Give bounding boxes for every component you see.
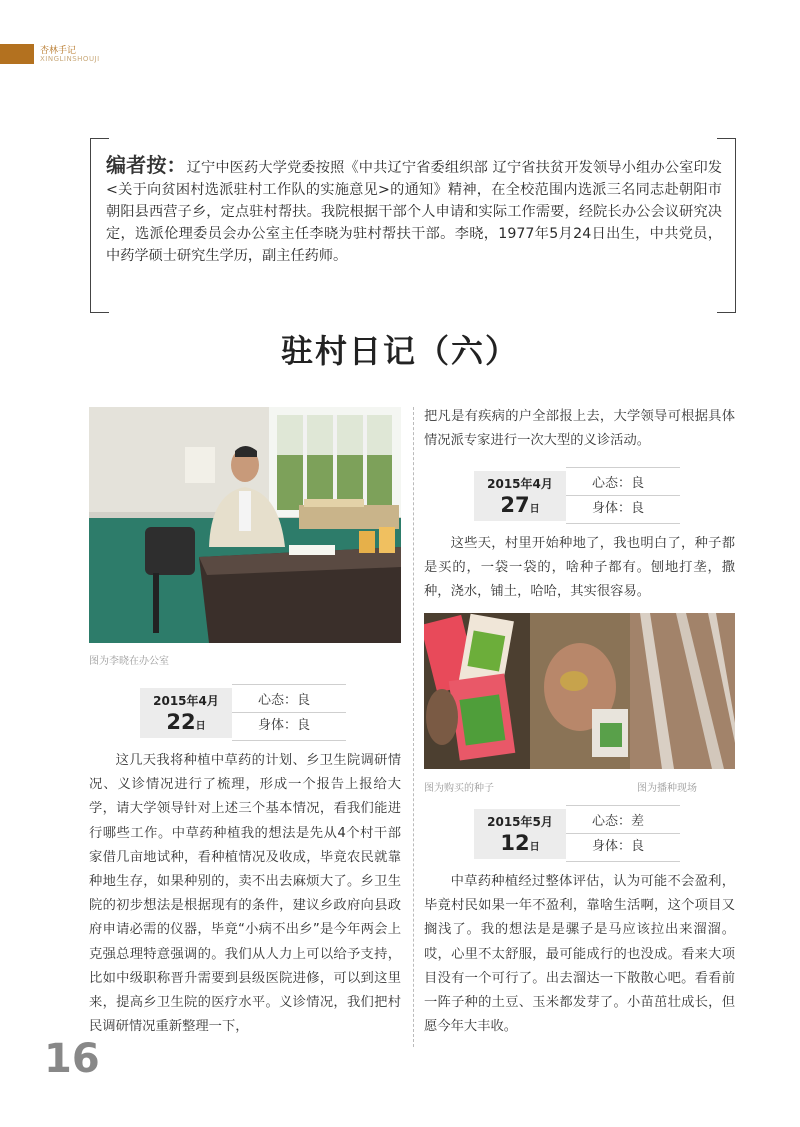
office-photo [89, 407, 401, 643]
body-value: 良 [297, 718, 311, 733]
article-title: 驻村日记（六） [280, 332, 519, 370]
divider-line [566, 467, 680, 468]
paragraph-3: 中草药种植经过整体评估，认为可能不会盈利，毕竟村民如果一年不盈利，靠啥生活啊，这个项目又搁浅了。我的想法是是骡子是马应该拉出来溜溜。哎，心里不太舒服，最可能成行的也没成。看来大项目没有一个可行了。出去溜达一下散散心吧。看看前一阵子种的土豆、玉米都发芽了。小苗茁壮成长，但愿今年大丰收。 [424, 874, 735, 1035]
divider-line [566, 861, 680, 862]
header-subtitle: XINGLINSHOUJI [40, 55, 100, 63]
editor-note-label: 编者按： [106, 153, 187, 177]
editor-note-text [106, 154, 722, 267]
seeds-and-field-photo [424, 613, 735, 769]
body-value: 良 [631, 839, 645, 854]
mood-value: 差 [631, 814, 645, 829]
editor-note-body: 辽宁中医药大学党委按照《中共辽宁省委组织部 辽宁省扶贫开发领导小组办公室印发<关于向贫困村选派驻村工作队的实施意见>的通知》精神，在全校范围内选派三名同志赴朝阳市朝阳县西营子乡，定点驻村帮扶。我院根据干部个人申请和实际工作需要，经院长办公会议研究决定，选派伦理委员会办公室主任李晓为驻村帮扶干部。李晓，1977年5月24日出生，中共党员，中药学硕士研究生学历，副主任药师。 [106, 160, 722, 264]
entry-metrics [592, 809, 644, 859]
body-label: 身体： [592, 839, 632, 854]
paragraph-2: 这些天，村里开始种地了，我也明白了，种子都是买的，一袋一袋的，啥种子都有。刨地打垄，撒种，浇水，铺土，哈哈，其实很容易。 [424, 536, 735, 600]
paragraph-1-continued: 把凡是有疾病的户全部报上去，大学领导可根据具体情况派专家进行一次大型的义诊活动。 [424, 409, 735, 449]
date-year-month: 2015年4月 [153, 694, 219, 708]
mood-value: 良 [297, 693, 311, 708]
date-year-month: 2015年4月 [487, 477, 553, 491]
date-day: 12日 [500, 831, 540, 855]
diary-entry-header [474, 805, 680, 865]
divider-line [232, 740, 346, 741]
date-box [474, 471, 566, 521]
date-box [140, 688, 232, 738]
mood-label: 心态： [592, 814, 632, 829]
entry-metrics [592, 471, 644, 521]
entry-metrics [258, 688, 310, 738]
photo1-caption: 图为李晓在办公室 [89, 656, 169, 667]
divider-line [566, 805, 680, 806]
mood-value: 良 [631, 476, 645, 491]
diary-entry-header [140, 684, 346, 744]
diary-entry-header [474, 467, 680, 527]
mood-label: 心态： [258, 693, 298, 708]
date-day: 22日 [166, 710, 206, 734]
editor-note-box [90, 138, 736, 313]
date-day: 27日 [500, 493, 540, 517]
divider-line [232, 684, 346, 685]
column-divider [413, 407, 414, 1047]
paragraph-1: 这几天我将种植中草药的计划、乡卫生院调研情况、义诊情况进行了梳理，形成一个报告上报给大学，请大学领导针对上述三个基本情况，看我们能进行哪些工作。中草药种植我的想法是先从4个村干部家借几亩地试种，看种植情况及收成，毕竟农民就靠种地生存，如果种别的，卖不出去麻烦大了。乡卫生院的初步想法是根据现有的条件，建议乡政府向县政府申请必需的仪器，毕竟“小病不出乡”是今年两会上克强总理特意强调的。我们从人力上可以给予支持，比如中级职称晋升需要到县级医院进修，可以到这里来，提高乡卫生院的医疗水平。义诊情况，我们把村民调研情况重新整理一下， [89, 753, 401, 1035]
body-label: 身体： [592, 501, 632, 516]
photo2-caption-left: 图为购买的种子 [424, 783, 494, 794]
divider-line [566, 523, 680, 524]
page-number: 16 [44, 1036, 100, 1082]
header-title: 杏林手记 [40, 46, 77, 56]
mood-label: 心态： [592, 476, 632, 491]
body-label: 身体： [258, 718, 298, 733]
header-color-bar [0, 44, 34, 64]
body-value: 良 [631, 501, 645, 516]
date-box [474, 809, 566, 859]
photo2-caption-right: 图为播种现场 [637, 783, 697, 794]
date-year-month: 2015年5月 [487, 815, 553, 829]
